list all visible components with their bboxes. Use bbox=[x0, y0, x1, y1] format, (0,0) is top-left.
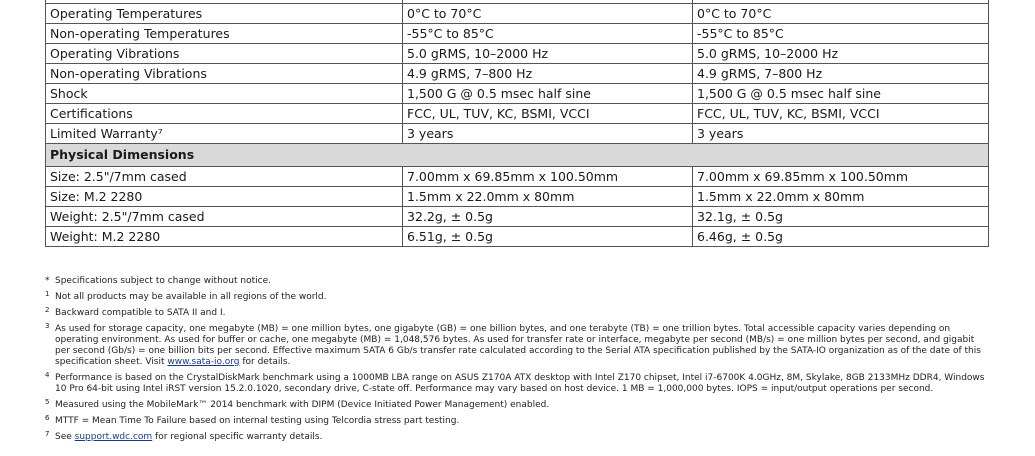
row-value-1: 0°C to 70°C bbox=[403, 4, 693, 24]
table-row bbox=[46, 227, 989, 247]
footnote-marker: * bbox=[45, 276, 50, 286]
row-value-1: 5.0 gRMS, 10–2000 Hz bbox=[403, 44, 693, 64]
table-row bbox=[46, 187, 989, 207]
support-link[interactable]: support.wdc.com bbox=[74, 432, 153, 442]
footnote-text: MTTF = Mean Time To Failure based on internal testing using Telcordia stress part testing. bbox=[55, 416, 460, 426]
footnote-marker: 4 bbox=[45, 371, 50, 379]
footnote-text: Not all products may be available in all regions of the world. bbox=[55, 292, 327, 302]
row-label: Size: M.2 2280 bbox=[46, 187, 403, 207]
footnote-text: As used for storage capacity, one megabyte (MB) = one million bytes, one gigabyte (GB) = one billion bytes, and one terabyte (TB) = one trillion bytes. Total accessible capacity varies depending on operating environment. As used for buffer or cache, one megabyte (MB) = 1,048,576 bytes. As used for transfer rate or interface, megabyte per second (MB/s) = one million bytes per second, and gigabit per second (Gb/s) = one billion bits per second. Effective maximum SATA 6 Gb/s transfer rate calculated according to the Serial ATA specification published by the SATA-IO organization as of the date of this specification sheet. Visit bbox=[55, 324, 981, 367]
row-value-1: 1,500 G @ 0.5 msec half sine bbox=[403, 84, 693, 104]
footnote bbox=[45, 276, 990, 287]
table-row bbox=[46, 207, 989, 227]
section-title: Physical Dimensions bbox=[46, 144, 989, 167]
footnote-marker: 6 bbox=[45, 414, 50, 422]
footnote-text: See bbox=[55, 432, 75, 442]
row-value-2: -55°C to 85°C bbox=[693, 24, 989, 44]
row-value-2: FCC, UL, TUV, KC, BSMI, VCCI bbox=[693, 104, 989, 124]
sata-io-link[interactable]: www.sata-io.org bbox=[167, 357, 240, 367]
row-label: Limited Warranty⁷ bbox=[46, 124, 403, 144]
table-row bbox=[46, 104, 989, 124]
row-label: Shock bbox=[46, 84, 403, 104]
row-value-2: 4.9 gRMS, 7–800 Hz bbox=[693, 64, 989, 84]
footnote-text: Measured using the MobileMark™ 2014 benchmark with DIPM (Device Initiated Power Management) enabled. bbox=[55, 400, 550, 410]
footnotes bbox=[45, 276, 990, 448]
table-row bbox=[46, 4, 989, 24]
row-value-1: 32.2g, ± 0.5g bbox=[403, 207, 693, 227]
row-label: Certifications bbox=[46, 104, 403, 124]
table-row bbox=[46, 84, 989, 104]
footnote bbox=[45, 416, 990, 427]
footnote bbox=[45, 324, 990, 368]
table-row bbox=[46, 64, 989, 84]
row-value-2: 6.46g, ± 0.5g bbox=[693, 227, 989, 247]
table-row bbox=[46, 24, 989, 44]
footnote-text: Specifications subject to change without notice. bbox=[55, 276, 271, 286]
row-label: Size: 2.5"/7mm cased bbox=[46, 167, 403, 187]
footnote bbox=[45, 292, 990, 303]
row-label: Non-operating Vibrations bbox=[46, 64, 403, 84]
table-row bbox=[46, 124, 989, 144]
row-value-1: 7.00mm x 69.85mm x 100.50mm bbox=[403, 167, 693, 187]
row-value-1: -55°C to 85°C bbox=[403, 24, 693, 44]
table-row bbox=[46, 167, 989, 187]
footnote-marker: 5 bbox=[45, 398, 50, 406]
footnote-marker: 3 bbox=[45, 322, 50, 330]
footnote-text-after: for details. bbox=[239, 357, 291, 367]
footnote-marker: 1 bbox=[45, 290, 50, 298]
row-label: Weight: 2.5"/7mm cased bbox=[46, 207, 403, 227]
row-value-1: 1.5mm x 22.0mm x 80mm bbox=[403, 187, 693, 207]
row-label: Operating Vibrations bbox=[46, 44, 403, 64]
row-value-2: 32.1g, ± 0.5g bbox=[693, 207, 989, 227]
row-value-1: 6.51g, ± 0.5g bbox=[403, 227, 693, 247]
row-label: Operating Temperatures bbox=[46, 4, 403, 24]
row-value-1: 4.9 gRMS, 7–800 Hz bbox=[403, 64, 693, 84]
row-value-2: 7.00mm x 69.85mm x 100.50mm bbox=[693, 167, 989, 187]
row-value-1: FCC, UL, TUV, KC, BSMI, VCCI bbox=[403, 104, 693, 124]
row-value-1: 3 years bbox=[403, 124, 693, 144]
row-label: Weight: M.2 2280 bbox=[46, 227, 403, 247]
row-value-2: 1,500 G @ 0.5 msec half sine bbox=[693, 84, 989, 104]
row-value-2: 3 years bbox=[693, 124, 989, 144]
row-value-2: 5.0 gRMS, 10–2000 Hz bbox=[693, 44, 989, 64]
table-row bbox=[46, 44, 989, 64]
row-value-2: 1.5mm x 22.0mm x 80mm bbox=[693, 187, 989, 207]
footnote-text: Performance is based on the CrystalDiskMark benchmark using a 1000MB LBA range on ASUS Z170A ATX desktop with Intel Z170 chipset, Intel i7-6700K 4.0GHz, 8M, Skylake, 8GB 2133MHz DDR4, Windows 10 Pro 64-bit using Intel iRST version 15.2.0.1020, secondary drive, C-state off. Performance may vary based on host device. 1 MB = 1,000,000 bytes. IOPS = input/output operations per second. bbox=[55, 373, 985, 394]
section-header-row bbox=[46, 144, 989, 167]
row-label: Non-operating Temperatures bbox=[46, 24, 403, 44]
footnote-marker: 7 bbox=[45, 430, 50, 438]
footnote-text-after: for regional specific warranty details. bbox=[152, 432, 323, 442]
footnote-marker: 2 bbox=[45, 306, 50, 314]
specifications-table bbox=[45, 0, 989, 247]
footnote bbox=[45, 432, 990, 443]
footnote bbox=[45, 308, 990, 319]
footnote-text: Backward compatible to SATA II and I. bbox=[55, 308, 226, 318]
footnote bbox=[45, 400, 990, 411]
footnote bbox=[45, 373, 990, 395]
row-value-2: 0°C to 70°C bbox=[693, 4, 989, 24]
